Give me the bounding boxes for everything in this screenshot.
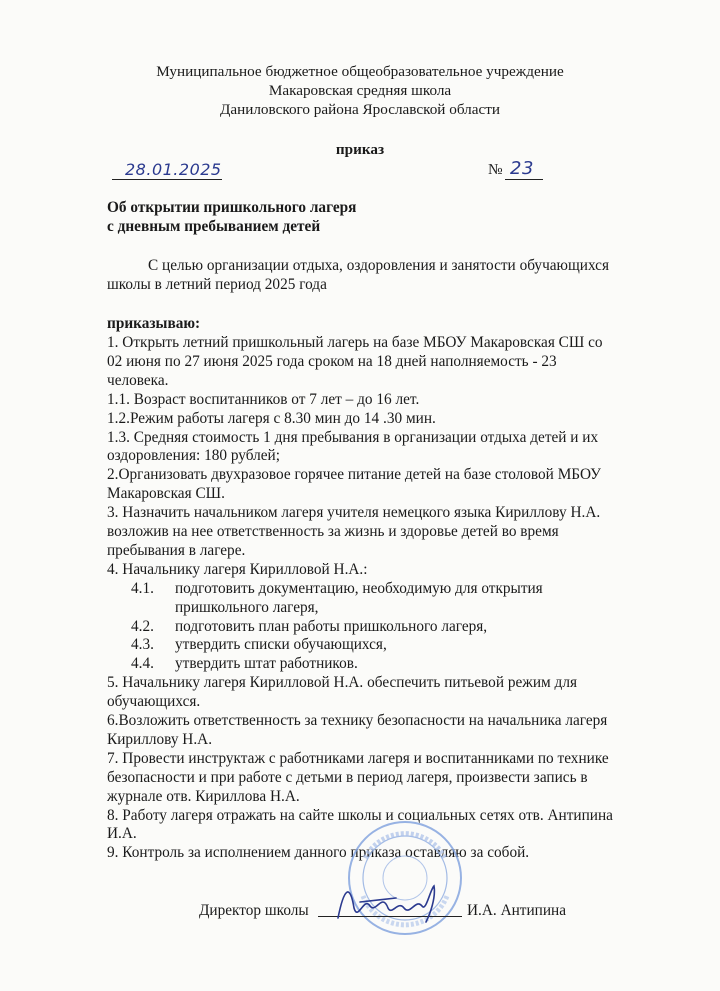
date-underline [112, 179, 222, 180]
subject-line2: с дневным пребыванием детей [107, 218, 321, 235]
subitem-text-continued: пришкольного лагеря, [175, 598, 319, 616]
order-line: 9. Контроль за исполнением данного приказа оставляю за собой. [107, 844, 530, 862]
doc-type-title: приказ [335, 141, 385, 158]
order-line: 1.3. Средняя стоимость 1 дня пребывания в организации отдыха детей и их [107, 428, 599, 446]
order-line: 1.2.Режим работы лагеря с 8.30 мин до 14 .30 мин. [107, 409, 436, 427]
subitem-text: утвердить списки обучающихся, [175, 636, 387, 654]
order-word: приказываю: [107, 315, 201, 332]
order-line: обучающихся. [107, 693, 201, 711]
order-line: 1. Открыть летний пришкольный лагерь на базе МБОУ Макаровская СШ со [107, 334, 603, 351]
subitem-text: утвердить штат работников. [175, 655, 358, 673]
order-number-label: № [488, 161, 503, 178]
preamble-line1: С целью организации отдыха, оздоровления и занятости обучающихся [148, 257, 609, 274]
order-line: 7. Провести инструктаж с работниками лагеря и воспитанниками по технике [107, 749, 609, 767]
order-line: возложив на нее ответственность за жизнь и здоровье детей во время [107, 523, 559, 540]
order-line: 6.Возложить ответственность за технику безопасности на начальника лагеря [107, 712, 608, 729]
order-line: 1.1. Возраст воспитанников от 7 лет – до 16 лет. [107, 390, 420, 408]
subitem-number: 4.3. [131, 636, 154, 654]
subject-line1: Об открытии пришкольного лагеря [107, 199, 357, 216]
number-underline [505, 179, 543, 180]
order-line: 5. Начальнику лагеря Кирилловой Н.А. обеспечить питьевой режим для [107, 674, 577, 692]
order-line: безопасности и при работе с детьми в период лагеря, произвести запись в [107, 768, 588, 786]
order-line: человека. [107, 371, 169, 389]
org-name-line2: Макаровская средняя школа [268, 82, 452, 99]
order-line: Кириллову Н.А. [107, 730, 213, 748]
preamble-line2: школы в летний период 2025 года [107, 276, 327, 293]
order-line: 4. Начальнику лагеря Кирилловой Н.А.: [107, 560, 368, 578]
org-name-line3: Даниловского района Ярославской области [220, 101, 500, 118]
org-name-line1: Муниципальное бюджетное общеобразовательное учреждение [156, 63, 564, 80]
subitem-text: подготовить план работы пришкольного лагеря, [175, 617, 488, 635]
order-line: 3. Назначить начальником лагеря учителя немецкого языка Кириллову Н.А. [107, 504, 601, 522]
order-line: И.А. [107, 825, 137, 843]
order-line: оздоровления: 180 рублей; [107, 447, 280, 465]
subitem-number: 4.1. [131, 579, 154, 597]
order-line: 2.Организовать двухразовое горячее питание детей на базе столовой МБОУ [107, 466, 601, 484]
subitem-number: 4.2. [131, 617, 154, 635]
signatory-name: И.А. Антипина [467, 902, 567, 919]
subitem-text: подготовить документацию, необходимую для открытия [175, 579, 543, 597]
order-line: 8. Работу лагеря отражать на сайте школы и социальных сетях отв. Антипина [107, 806, 613, 824]
handwritten-signature [330, 878, 455, 928]
order-line: 02 июня по 27 июня 2025 года сроком на 18 дней наполняемость - 23 [107, 352, 557, 370]
signatory-position: Директор школы [199, 902, 309, 919]
order-line: Макаровская СШ. [107, 485, 225, 503]
order-line: пребывания в лагере. [107, 541, 246, 559]
order-number: 23 [510, 158, 534, 179]
order-date: 28.01.2025 [125, 160, 222, 179]
order-line: журнале отв. Кириллова Н.А. [107, 787, 300, 805]
subitem-number: 4.4. [131, 655, 154, 673]
